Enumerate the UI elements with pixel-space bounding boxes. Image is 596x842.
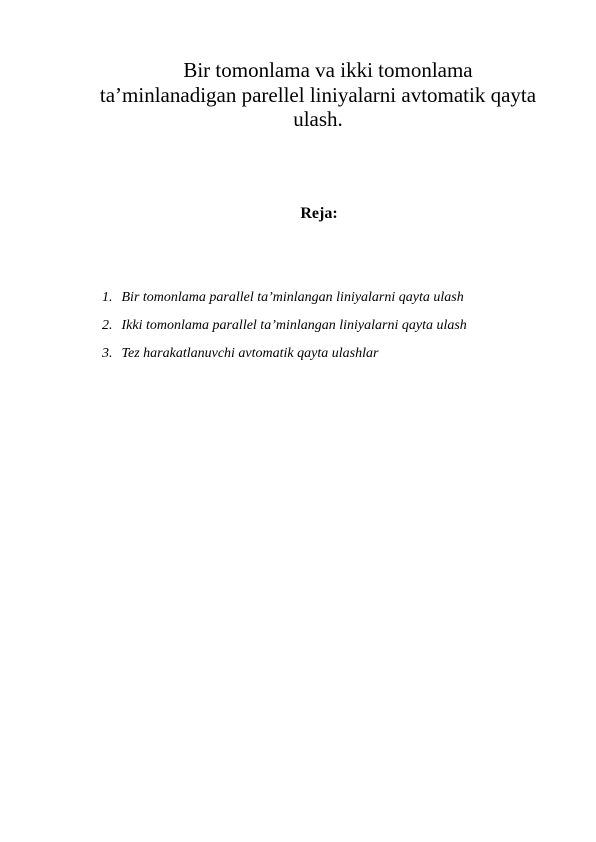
plan-item bbox=[102, 289, 467, 317]
title-line-2: ta’minlanadigan parellel liniyalarni avtomatik qayta bbox=[99, 82, 537, 107]
plan-item-text: Bir tomonlama parallel ta’minlangan liniyalarni qayta ulash bbox=[121, 290, 464, 305]
plan-item-number: 2. bbox=[102, 318, 113, 333]
title-line-3: ulash. bbox=[293, 107, 343, 131]
plan-item bbox=[102, 345, 467, 373]
plan-item bbox=[102, 317, 467, 345]
plan-item-text: Ikki tomonlama parallel ta’minlangan liniyalarni qayta ulash bbox=[121, 318, 467, 333]
title-line-1: Bir tomonlama va ikki tomonlama bbox=[183, 58, 473, 82]
document-title bbox=[80, 58, 556, 132]
plan-list bbox=[102, 289, 467, 373]
plan-item-text: Tez harakatlanuvchi avtomatik qayta ulashlar bbox=[121, 346, 379, 361]
plan-item-number: 1. bbox=[102, 290, 113, 305]
plan-item-number: 3. bbox=[102, 346, 113, 361]
plan-heading: Reja: bbox=[300, 205, 338, 222]
